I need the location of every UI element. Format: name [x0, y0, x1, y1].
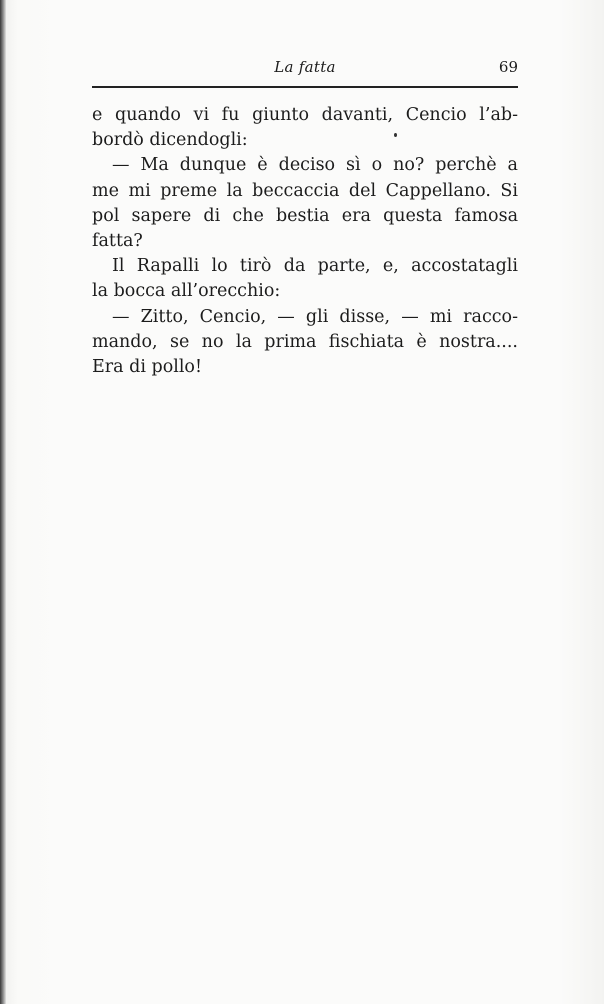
page-binding-edge: [0, 0, 6, 1004]
text-line: — Zitto, Cencio, — gli disse, — mi racco-: [112, 306, 518, 327]
text-line: fatta?: [92, 230, 143, 251]
text-line: — Ma dunque è deciso sì o no? perchè a: [112, 155, 518, 176]
running-head: [92, 56, 518, 78]
page-number: 69: [498, 58, 518, 76]
body-text: [92, 103, 518, 380]
text-line: e quando vi fu giunto davanti, Cencio l’ab-: [92, 105, 518, 125]
header-rule: [92, 86, 518, 88]
text-line: mando, se no la prima fischiata è nostra....: [92, 331, 518, 352]
text-line: la bocca all’orecchio:: [92, 281, 281, 302]
print-speck: [394, 133, 397, 137]
text-line: bordò dicendogli:: [92, 130, 248, 151]
running-title: La fatta: [274, 58, 336, 76]
text-line: me mi preme la beccaccia del Cappellano. Si: [92, 180, 518, 201]
text-line: Era di pollo!: [92, 356, 202, 377]
text-line: pol sapere di che bestia era questa famosa: [92, 205, 518, 226]
text-line: Il Rapalli lo tirò da parte, e, accostatagli: [112, 256, 518, 277]
